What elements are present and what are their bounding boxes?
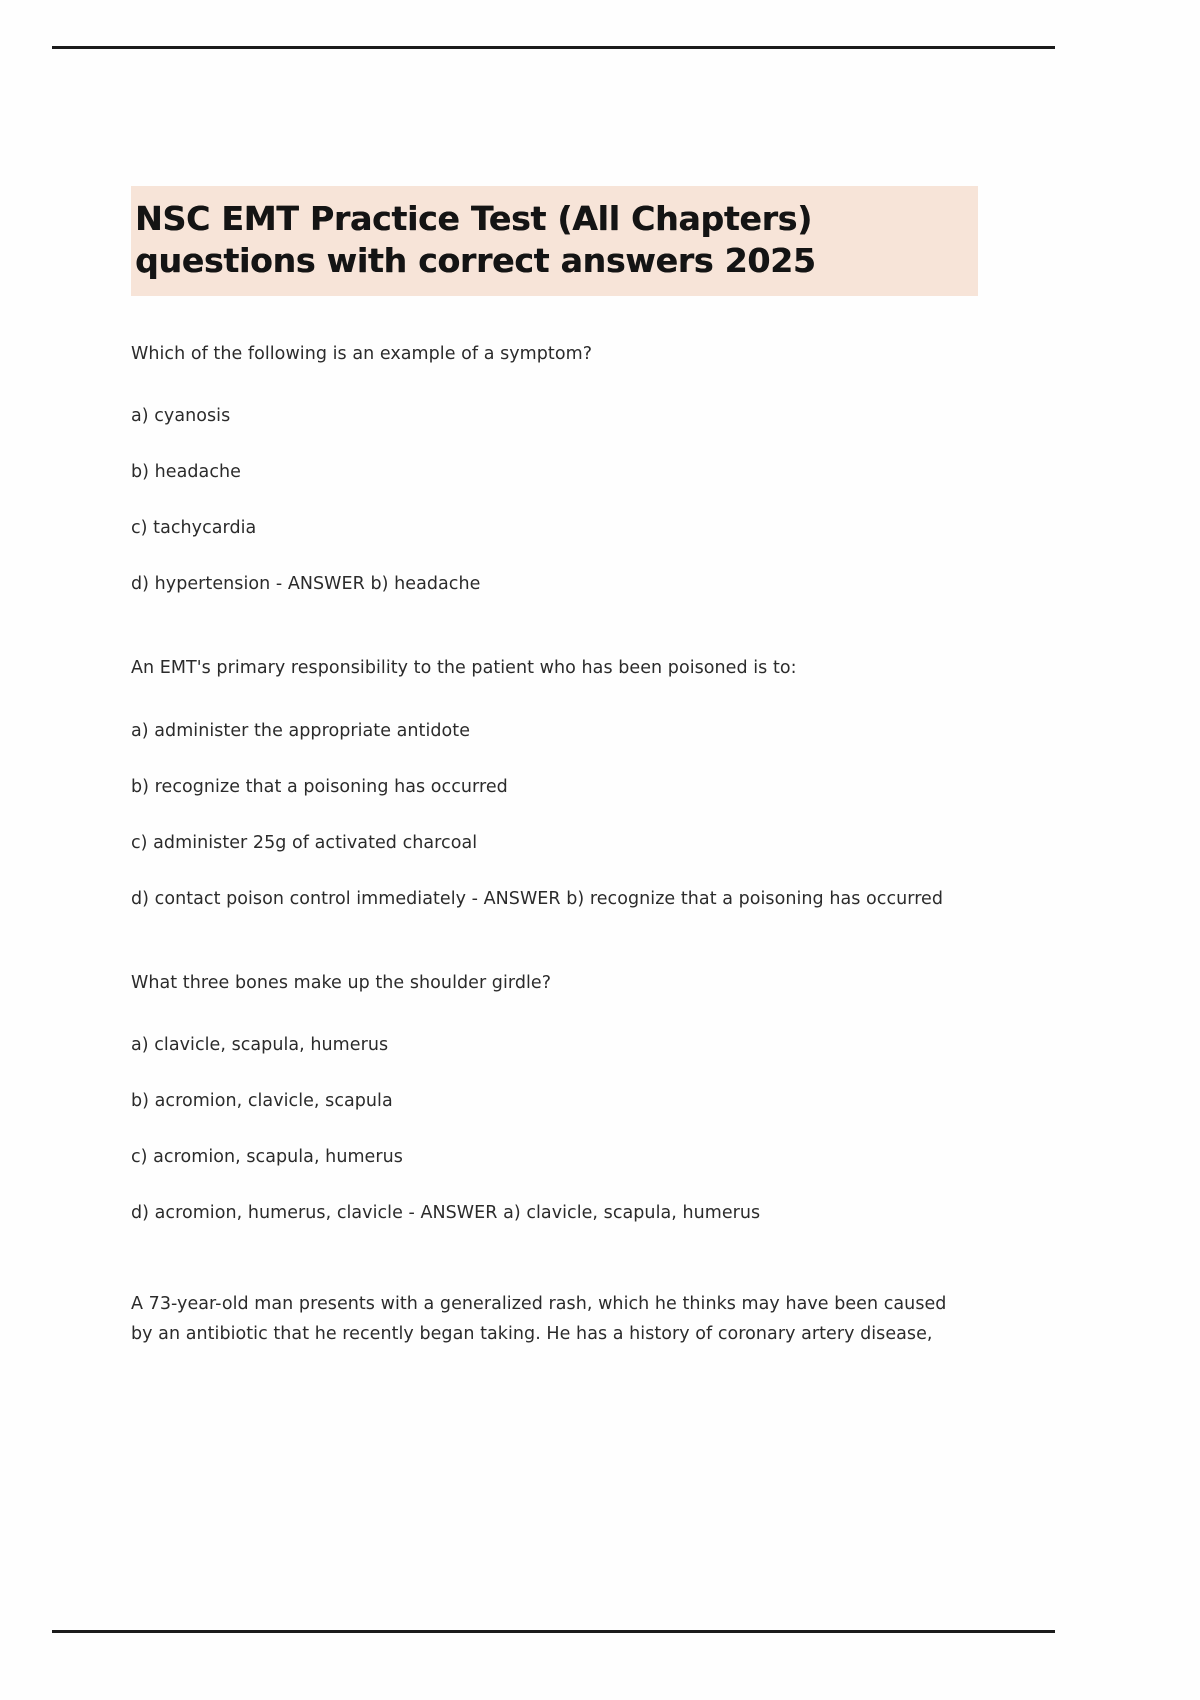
question-stem: Which of the following is an example of a symptom? — [131, 343, 593, 364]
question-options — [131, 717, 991, 913]
option-d-with-answer: d) hypertension - ANSWER b) headache — [131, 574, 481, 595]
question-stem: An EMT's primary responsibility to the patient who has been poisoned is to: — [131, 658, 797, 679]
page-bottom-rule — [52, 1630, 1055, 1633]
question-block-2 — [131, 654, 991, 912]
option-b: b) recognize that a poisoning has occurred — [131, 776, 508, 797]
question-block-1 — [131, 340, 991, 598]
option-a: a) cyanosis — [131, 406, 231, 427]
question-stem: What three bones make up the shoulder girdle? — [131, 972, 552, 993]
option-b: b) headache — [131, 462, 241, 483]
document-title-highlight — [131, 186, 978, 296]
question-block-3 — [131, 969, 991, 1227]
page-title: NSC EMT Practice Test (All Chapters) questions with correct answers 2025 — [135, 199, 816, 280]
page-top-rule — [52, 46, 1055, 49]
option-d-with-answer: d) acromion, humerus, clavicle - ANSWER a) clavicle, scapula, humerus — [131, 1202, 761, 1223]
option-c: c) acromion, scapula, humerus — [131, 1146, 403, 1167]
trailing-paragraph: A 73-year-old man presents with a generalized rash, which he thinks may have been caused by an antibiotic that he recently began taking. He has a history of coronary artery disease, — [131, 1293, 947, 1345]
option-a: a) administer the appropriate antidote — [131, 720, 471, 741]
option-d-with-answer: d) contact poison control immediately - ANSWER b) recognize that a poisoning has occurred — [131, 888, 944, 909]
question-options — [131, 1031, 991, 1227]
option-a: a) clavicle, scapula, humerus — [131, 1034, 389, 1055]
option-c: c) administer 25g of activated charcoal — [131, 832, 478, 853]
question-options — [131, 402, 991, 598]
document-content — [131, 186, 991, 1350]
option-c: c) tachycardia — [131, 518, 257, 539]
trailing-paragraph-block — [131, 1289, 991, 1350]
option-b: b) acromion, clavicle, scapula — [131, 1090, 393, 1111]
